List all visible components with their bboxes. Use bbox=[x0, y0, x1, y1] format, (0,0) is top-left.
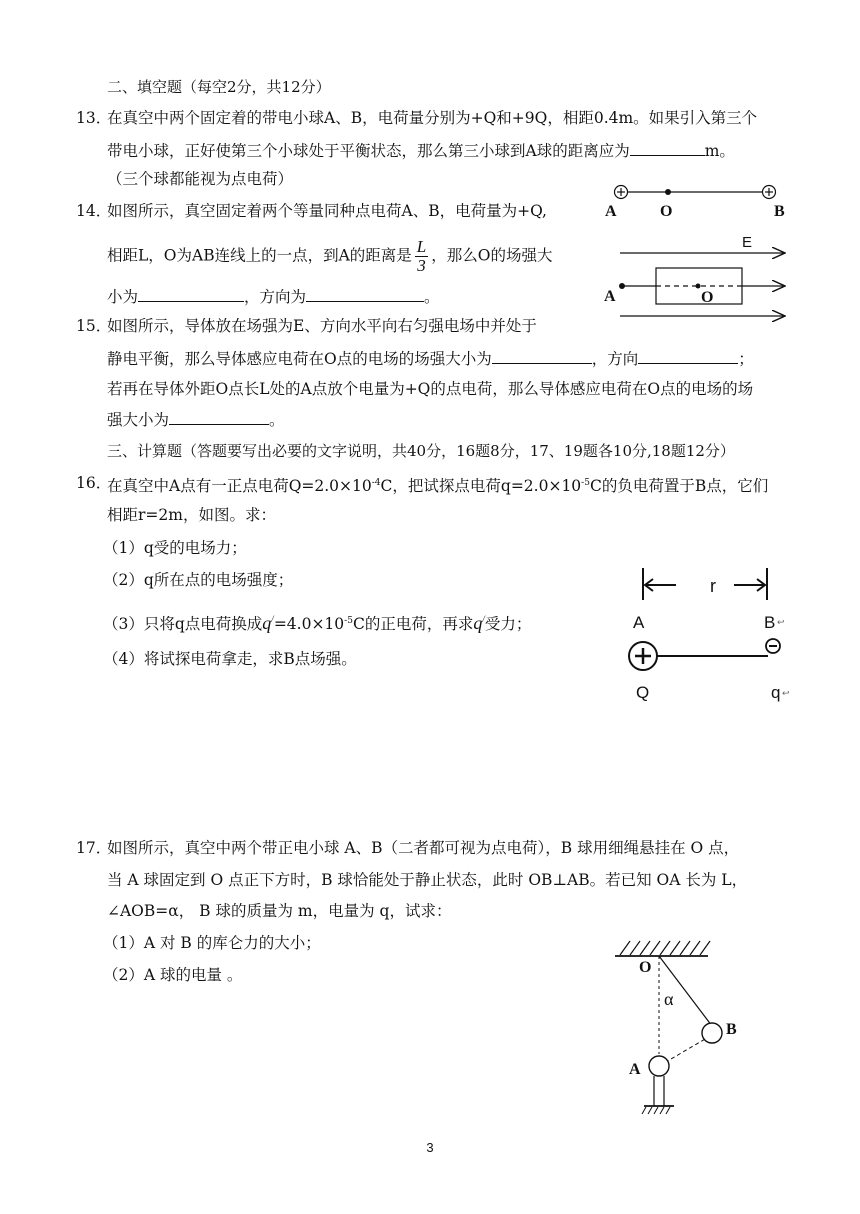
q16-mark-q: ↩ bbox=[782, 688, 790, 698]
q16-part1: （1）q受的电场力； bbox=[103, 539, 247, 557]
q16-exponent-3: -5 bbox=[344, 615, 353, 626]
q16-part3-a: （3）只将q点电荷换成 bbox=[103, 615, 263, 633]
q15-line2-text: 静电平衡，那么导体感应电荷在O点的电场的场强大小为 bbox=[107, 350, 492, 368]
q16-part2: （2）q所在点的电场强度； bbox=[103, 571, 294, 589]
q14-label-b: B bbox=[774, 203, 785, 220]
q15-line3: 若再在导体外距O点长L处的A点放个电量为+Q的点电荷，那么导体感应电荷在O点的电场的场 bbox=[107, 380, 754, 398]
q15-label-o: O bbox=[701, 289, 714, 306]
ceiling-hatch-icon bbox=[620, 941, 710, 955]
section-2-heading: 二、填空题（每空2分，共12分） bbox=[107, 78, 331, 96]
page-number: 3 bbox=[426, 1140, 434, 1155]
q17-label-b: B bbox=[726, 1021, 737, 1038]
q16-line1-c: C的负电荷置于B点，它们 bbox=[589, 477, 769, 496]
q17-number: 17． bbox=[76, 839, 112, 857]
q14-number: 14． bbox=[76, 202, 112, 220]
q14-line2-text: 相距L，O为AB连线上的一点，到A的距离是 bbox=[107, 246, 412, 265]
q15-line1: 如图所示，导体放在场强为E、方向水平向右匀强电场中并处于 bbox=[107, 317, 537, 335]
q16-label-b: B bbox=[764, 613, 776, 632]
q13-line2-unit: m。 bbox=[704, 142, 735, 160]
q13-line1: 在真空中两个固定着的带电小球A、B，电荷量分别为+Q和+9Q，相距0.4m。如果引入第三个 bbox=[107, 109, 758, 127]
q16-label-a: A bbox=[633, 613, 645, 632]
q16-line1-b: C，把试探点电荷q=2.0×10 bbox=[380, 477, 582, 496]
ground-hatch-icon bbox=[642, 1107, 670, 1114]
q17-label-a: A bbox=[629, 1061, 641, 1078]
q14-label-a: A bbox=[605, 203, 617, 220]
q14-line3-end: 。 bbox=[424, 288, 440, 306]
q14-line3-dir: ，方向为 bbox=[244, 288, 307, 306]
q16-prime-mark-2: / bbox=[482, 614, 485, 624]
q14-fraction-numerator: L bbox=[416, 237, 427, 256]
q14-fraction-denominator: 3 bbox=[417, 256, 426, 275]
q16-line2: 相距r=2m，如图。求： bbox=[107, 506, 276, 524]
q16-line1-a: 在真空中A点有一正点电荷Q=2.0×10 bbox=[107, 477, 372, 496]
q13-line2-text: 带电小球，正好使第三个小球处于平衡状态，那么第三小球到A球的距离应为 bbox=[107, 142, 630, 160]
q17-label-o: O bbox=[639, 959, 652, 976]
q16-label-big-q: Q bbox=[636, 683, 650, 702]
q16-part3-b: =4.0×10 bbox=[273, 615, 345, 633]
q15-line2-end: ； bbox=[738, 350, 754, 368]
q15-label-a: A bbox=[604, 288, 616, 305]
q16-exponent-1: -4 bbox=[371, 478, 381, 488]
q16-prime-mark-1: / bbox=[271, 614, 274, 624]
ball-b bbox=[702, 1023, 722, 1043]
q14-label-o: O bbox=[660, 203, 673, 220]
q17-line2: 当 A 球固定到 O 点正下方时，B 球恰能处于静止状态，此时 OB⊥AB。若已知 OA 长为 L， bbox=[107, 871, 748, 889]
q16-label-r: r bbox=[710, 576, 716, 596]
q16-label-small-q: q bbox=[771, 683, 781, 702]
ball-a bbox=[649, 1056, 669, 1076]
q17-line3: ∠AOB=α， B 球的质量为 m，电量为 q，试求： bbox=[107, 902, 452, 920]
q14-line2-tail: ，那么O的场强大 bbox=[431, 246, 553, 265]
q16-part3-c: C的正电荷，再求 bbox=[352, 615, 474, 633]
q16-part3-d: 受力； bbox=[484, 615, 532, 633]
q13-line3: （三个球都能视为点电荷） bbox=[107, 170, 294, 188]
q13-number: 13． bbox=[76, 109, 112, 127]
q15-label-e: E bbox=[742, 234, 753, 251]
q16-number: 16． bbox=[76, 474, 112, 492]
q16-exponent-2: -5 bbox=[581, 478, 590, 488]
q15-line4-text: 强大小为 bbox=[107, 411, 170, 429]
q16-part4: （4）将试探电荷拿走，求B点场强。 bbox=[103, 650, 357, 668]
section-3-heading: 三、计算题（答题要写出必要的文字说明，共40分，16题8分，17、19题各10分,18题12分） bbox=[107, 442, 735, 460]
q17-part2: （2）A 球的电量 。 bbox=[103, 966, 243, 984]
q16-mark-b: ↩ bbox=[777, 617, 785, 627]
q14-line1: 如图所示，真空固定着两个等量同种点电荷A、B，电荷量为+Q, bbox=[107, 202, 547, 220]
q17-part1: （1）A 对 B 的库仑力的大小； bbox=[103, 934, 321, 952]
q17-line1: 如图所示，真空中两个带正电小球 A、B（二者都可视为点电荷），B 球用细绳悬挂在 O 点， bbox=[107, 839, 740, 857]
q16-q-symbol-1: q bbox=[262, 613, 272, 633]
q17-label-alpha: α bbox=[664, 989, 674, 1009]
q15-line4-end: 。 bbox=[269, 411, 285, 429]
q14-line3-text: 小为 bbox=[107, 288, 139, 306]
q15-line2-dir: ，方向 bbox=[591, 350, 639, 368]
q15-number: 15． bbox=[76, 317, 112, 335]
q16-q-symbol-2: q bbox=[473, 613, 483, 633]
